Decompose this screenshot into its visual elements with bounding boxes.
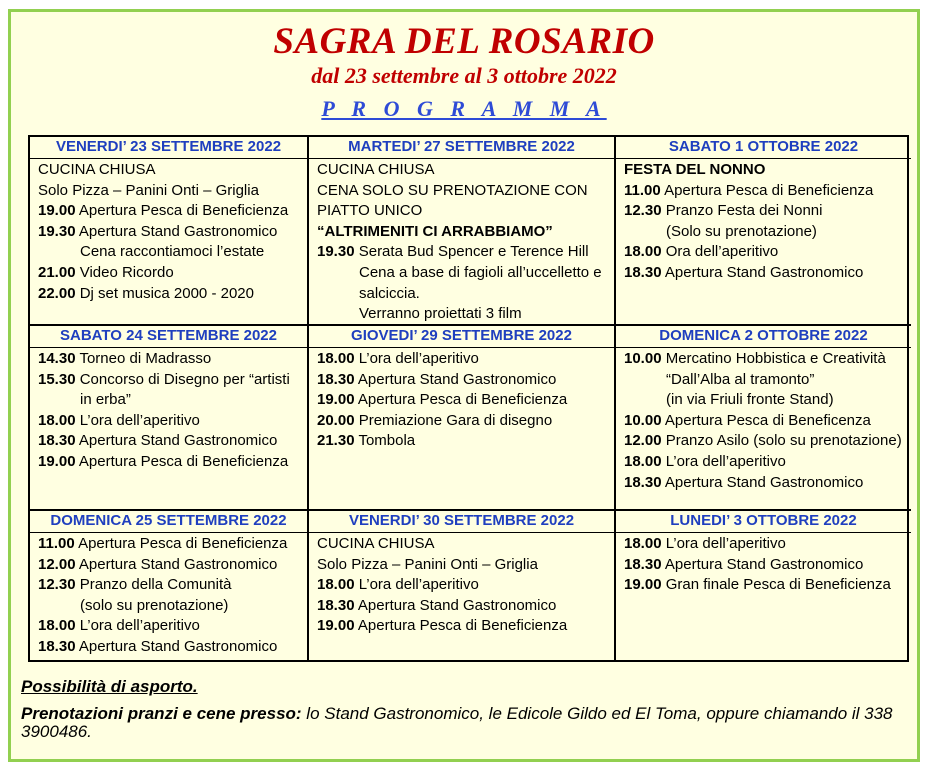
schedule-time: 22.00 (38, 284, 76, 302)
schedule-item (317, 304, 614, 325)
schedule-item (624, 452, 911, 473)
schedule-item (38, 452, 307, 473)
schedule-item (624, 473, 911, 494)
schedule-text: Cena raccontiamoci l’estate (80, 243, 265, 261)
schedule-text: Tombola (358, 432, 416, 450)
schedule-text: Apertura Pesca di Beneficienza (664, 181, 874, 199)
schedule-text: Video Ricordo (79, 263, 174, 281)
schedule-time: 18.00 (38, 411, 76, 429)
schedule-text: Dj set musica 2000 - 2020 (79, 284, 254, 302)
schedule-text: (Solo su prenotazione) (666, 222, 817, 240)
schedule-time: 12.00 (624, 432, 662, 450)
schedule-text: Apertura Stand Gastronomico (78, 637, 278, 655)
schedule-text: Apertura Stand Gastronomico (78, 222, 278, 240)
schedule-time: 18.00 (317, 576, 355, 594)
schedule-text: L’ora dell’aperitivo (79, 411, 200, 429)
schedule-text: Pranzo Festa dei Nonni (665, 202, 823, 220)
schedule-time: 18.00 (624, 535, 662, 552)
schedule-text: L’ora dell’aperitivo (665, 535, 786, 552)
schedule-item (317, 431, 614, 452)
schedule-item (624, 411, 911, 432)
schedule-text: L’ora dell’aperitivo (665, 452, 786, 470)
schedule-text: CENA SOLO SU PRENOTAZIONE CON (317, 181, 588, 199)
schedule-item (624, 431, 911, 452)
schedule-time: 18.30 (38, 637, 76, 655)
schedule-time: 10.00 (624, 411, 662, 429)
program-table (28, 135, 909, 662)
schedule-item (317, 222, 614, 243)
schedule-time: 12.30 (624, 202, 662, 220)
schedule-item (38, 390, 307, 411)
schedule-text: Apertura Stand Gastronomico (357, 370, 557, 388)
schedule-item (317, 575, 614, 596)
schedule-time: 10.00 (624, 350, 662, 367)
schedule-text: Apertura Stand Gastronomico (664, 555, 864, 573)
schedule-item (38, 575, 307, 596)
schedule-text: Mercatino Hobbistica e Creatività (665, 350, 886, 367)
schedule-item (317, 284, 614, 305)
schedule-item (38, 534, 307, 555)
schedule-text: CUCINA CHIUSA (38, 161, 156, 178)
schedule-text: “ALTRIMENITI CI ARRABBIAMO” (317, 222, 553, 240)
schedule-time: 18.00 (624, 243, 662, 261)
schedule-item (624, 201, 911, 222)
schedule-text: Pranzo della Comunità (79, 576, 232, 594)
schedule-text: L’ora dell’aperitivo (358, 576, 479, 594)
schedule-text: in erba” (80, 391, 131, 409)
schedule-time: 19.30 (38, 222, 76, 240)
schedule-item (38, 637, 307, 658)
day-header: VENERDI’ 30 SETTEMBRE 2022 (309, 511, 616, 533)
schedule-item (317, 534, 614, 555)
schedule-text: Apertura Pesca di Beneficienza (78, 535, 288, 552)
schedule-item (38, 555, 307, 576)
schedule-text: (in via Friuli fronte Stand) (666, 391, 834, 409)
schedule-item (38, 263, 307, 284)
schedule-text: Apertura Pesca di Beneficenza (664, 411, 871, 429)
schedule-text: Solo Pizza – Panini Onti – Griglia (317, 555, 538, 573)
schedule-text: FESTA DEL NONNO (624, 161, 766, 178)
schedule-item (624, 222, 911, 243)
page-title: SAGRA DEL ROSARIO (273, 21, 655, 62)
schedule-time: 18.00 (624, 452, 662, 470)
day-header: DOMENICA 2 OTTOBRE 2022 (616, 326, 911, 348)
schedule-item (317, 616, 614, 637)
schedule-time: 21.30 (317, 432, 355, 450)
schedule-time: 18.30 (317, 370, 355, 388)
schedule-time: 12.30 (38, 576, 76, 594)
schedule-time: 18.30 (317, 596, 355, 614)
schedule-item (624, 555, 911, 576)
schedule-time: 19.00 (317, 617, 355, 635)
schedule-item (38, 284, 307, 305)
page-subtitle: dal 23 settembre al 3 ottobre 2022 (311, 63, 617, 88)
schedule-item (38, 201, 307, 222)
day-header: DOMENICA 25 SETTEMBRE 2022 (30, 511, 309, 533)
schedule-item (38, 616, 307, 637)
schedule-item (317, 349, 614, 370)
schedule-text: Apertura Stand Gastronomico (78, 432, 278, 450)
schedule-item (317, 242, 614, 263)
schedule-time: 18.00 (38, 617, 76, 635)
day-schedule (309, 348, 616, 511)
schedule-item (624, 160, 911, 181)
schedule-item (624, 263, 911, 284)
schedule-item (38, 370, 307, 391)
schedule-text: Solo Pizza – Panini Onti – Griglia (38, 181, 259, 199)
schedule-time: 19.00 (38, 202, 76, 220)
schedule-item (317, 370, 614, 391)
schedule-item (624, 575, 911, 596)
schedule-text: Torneo di Madrasso (79, 350, 212, 367)
schedule-item (317, 181, 614, 202)
schedule-text: Apertura Pesca di Beneficienza (357, 617, 568, 635)
day-schedule (309, 533, 616, 660)
schedule-text: Apertura Stand Gastronomico (664, 263, 864, 281)
schedule-time: 18.30 (624, 263, 662, 281)
schedule-time: 18.30 (624, 473, 662, 491)
schedule-time: 11.00 (624, 181, 661, 199)
schedule-item (624, 370, 911, 391)
schedule-text: L’ora dell’aperitivo (358, 350, 479, 367)
schedule-text: (solo su prenotazione) (80, 596, 229, 614)
day-schedule (309, 159, 616, 326)
day-header: GIOVEDI’ 29 SETTEMBRE 2022 (309, 326, 616, 348)
schedule-item (317, 160, 614, 181)
schedule-time: 18.00 (317, 350, 355, 367)
day-header: LUNEDI’ 3 OTTOBRE 2022 (616, 511, 911, 533)
schedule-item (38, 596, 307, 617)
schedule-text: Apertura Pesca di Beneficienza (78, 452, 289, 470)
schedule-time: 19.00 (38, 452, 76, 470)
schedule-text: Apertura Stand Gastronomico (78, 555, 278, 573)
schedule-time: 19.00 (624, 576, 662, 594)
booking-text: lo Stand Gastronomico, le Edicole Gildo ed El Toma, oppure chiamando il 338 3900486. (21, 704, 893, 741)
day-schedule (616, 348, 911, 511)
schedule-item (317, 411, 614, 432)
day-header: VENERDI’ 23 SETTEMBRE 2022 (30, 137, 309, 159)
schedule-text: Verranno proiettati 3 film (359, 305, 522, 323)
schedule-item (624, 390, 911, 411)
schedule-time: 14.30 (38, 350, 76, 367)
schedule-item (38, 411, 307, 432)
day-schedule (30, 348, 309, 511)
schedule-item (624, 181, 911, 202)
schedule-time: 19.00 (317, 391, 355, 409)
schedule-text: Cena a base di fagioli all’uccelletto e (359, 263, 602, 281)
schedule-text: Apertura Pesca di Beneficienza (357, 391, 568, 409)
schedule-text: CUCINA CHIUSA (317, 535, 435, 552)
day-schedule (30, 533, 309, 660)
schedule-time: 19.30 (317, 243, 355, 261)
schedule-time: 15.30 (38, 370, 76, 388)
schedule-item (38, 431, 307, 452)
day-schedule (616, 533, 911, 660)
schedule-text: Concorso di Disegno per “artisti (79, 370, 290, 388)
booking-note (21, 705, 916, 741)
schedule-item (38, 349, 307, 370)
schedule-item (317, 263, 614, 284)
day-header: SABATO 1 OTTOBRE 2022 (616, 137, 911, 159)
schedule-text: CUCINA CHIUSA (317, 161, 435, 178)
day-header: MARTEDI’ 27 SETTEMBRE 2022 (309, 137, 616, 159)
schedule-item (317, 596, 614, 617)
schedule-text: PIATTO UNICO (317, 202, 423, 220)
schedule-text: Ora dell’aperitivo (665, 243, 779, 261)
schedule-time: 18.30 (624, 555, 662, 573)
schedule-item (317, 201, 614, 222)
schedule-item (38, 242, 307, 263)
takeaway-note: Possibilità di asporto. (21, 677, 198, 696)
schedule-item (38, 222, 307, 243)
schedule-time: 21.00 (38, 263, 76, 281)
day-schedule (30, 159, 309, 326)
schedule-text: salciccia. (359, 284, 420, 302)
programma-heading: P R O G R A M M A (321, 96, 607, 121)
schedule-time: 18.30 (38, 432, 76, 450)
schedule-time: 12.00 (38, 555, 76, 573)
schedule-text: Gran finale Pesca di Beneficienza (665, 576, 891, 594)
schedule-item (624, 534, 911, 555)
schedule-time: 20.00 (317, 411, 355, 429)
poster (8, 9, 920, 762)
schedule-item (317, 390, 614, 411)
schedule-item (624, 349, 911, 370)
schedule-text: Apertura Pesca di Beneficienza (78, 202, 289, 220)
day-header: SABATO 24 SETTEMBRE 2022 (30, 326, 309, 348)
schedule-text: Apertura Stand Gastronomico (357, 596, 557, 614)
schedule-text: L’ora dell’aperitivo (79, 617, 200, 635)
schedule-text: Serata Bud Spencer e Terence Hill (358, 243, 589, 261)
schedule-item (624, 242, 911, 263)
schedule-item (38, 160, 307, 181)
schedule-text: Apertura Stand Gastronomico (664, 473, 864, 491)
schedule-text: Premiazione Gara di disegno (358, 411, 553, 429)
schedule-text: Pranzo Asilo (solo su prenotazione) (665, 432, 902, 450)
booking-label: Prenotazioni pranzi e cene presso: (21, 704, 302, 723)
day-schedule (616, 159, 911, 326)
schedule-item (38, 181, 307, 202)
schedule-time: 11.00 (38, 535, 75, 552)
schedule-item (317, 555, 614, 576)
schedule-text: “Dall’Alba al tramonto” (666, 370, 815, 388)
